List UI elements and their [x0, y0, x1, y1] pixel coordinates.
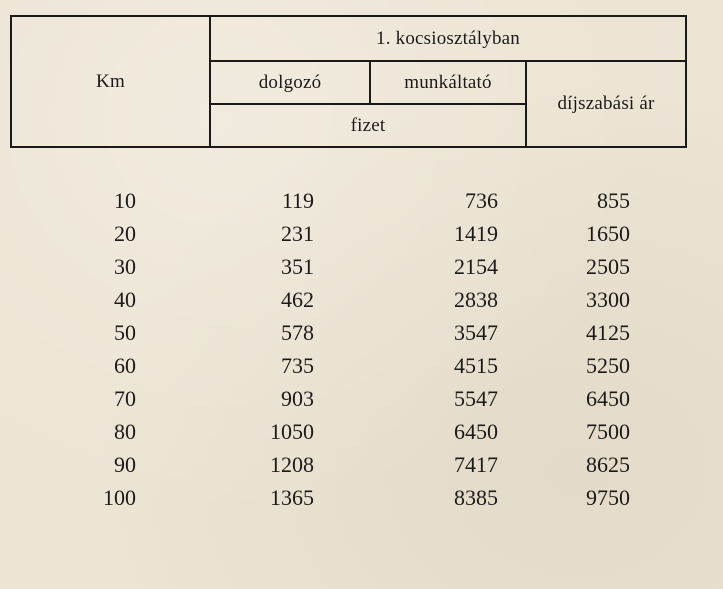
cell-km: 10 [114, 188, 136, 213]
table-row [0, 283, 723, 316]
cell-fare: 1650 [586, 221, 630, 246]
table-header [10, 15, 687, 148]
table-row [0, 184, 723, 217]
header-pays: fizet [350, 114, 386, 136]
cell-fare: 6450 [586, 386, 630, 411]
cell-fare: 8625 [586, 452, 630, 477]
cell-worker: 735 [281, 353, 314, 378]
cell-km: 80 [114, 419, 136, 444]
cell-fare: 4125 [586, 320, 630, 345]
cell-worker: 578 [281, 320, 314, 345]
cell-employer: 2154 [454, 254, 498, 279]
table-row [0, 250, 723, 283]
table-body [0, 184, 723, 514]
cell-worker: 231 [281, 221, 314, 246]
cell-fare: 3300 [586, 287, 630, 312]
cell-employer: 8385 [454, 485, 498, 510]
cell-km: 70 [114, 386, 136, 411]
cell-employer: 736 [465, 188, 498, 213]
header-employer: munkáltató [404, 71, 492, 93]
header-class: 1. kocsiosztályban [376, 27, 520, 49]
cell-worker: 119 [281, 188, 314, 213]
header-fare: díjszabási ár [557, 93, 655, 114]
cell-employer: 3547 [454, 320, 498, 345]
cell-km: 40 [114, 287, 136, 312]
cell-km: 50 [114, 320, 136, 345]
cell-employer: 7417 [454, 452, 498, 477]
table-row [0, 481, 723, 514]
cell-km: 30 [114, 254, 136, 279]
cell-worker: 1208 [270, 452, 314, 477]
cell-employer: 2838 [454, 287, 498, 312]
cell-km: 90 [114, 452, 136, 477]
cell-worker: 462 [281, 287, 314, 312]
cell-fare: 7500 [586, 419, 630, 444]
cell-worker: 1365 [270, 485, 314, 510]
cell-worker: 351 [281, 254, 314, 279]
cell-fare: 5250 [586, 353, 630, 378]
cell-employer: 1419 [454, 221, 498, 246]
cell-fare: 9750 [586, 485, 630, 510]
table-row [0, 349, 723, 382]
table-row [0, 382, 723, 415]
cell-km: 100 [103, 485, 136, 510]
cell-worker: 903 [281, 386, 314, 411]
cell-fare: 2505 [586, 254, 630, 279]
cell-fare: 855 [597, 188, 630, 213]
header-km: Km [96, 70, 125, 92]
cell-employer: 4515 [454, 353, 498, 378]
cell-worker: 1050 [270, 419, 314, 444]
table-row [0, 415, 723, 448]
table-row [0, 316, 723, 349]
header-worker: dolgozó [258, 71, 322, 93]
cell-km: 20 [114, 221, 136, 246]
cell-employer: 6450 [454, 419, 498, 444]
cell-km: 60 [114, 353, 136, 378]
cell-employer: 5547 [454, 386, 498, 411]
table-row [0, 448, 723, 481]
table-row [0, 217, 723, 250]
